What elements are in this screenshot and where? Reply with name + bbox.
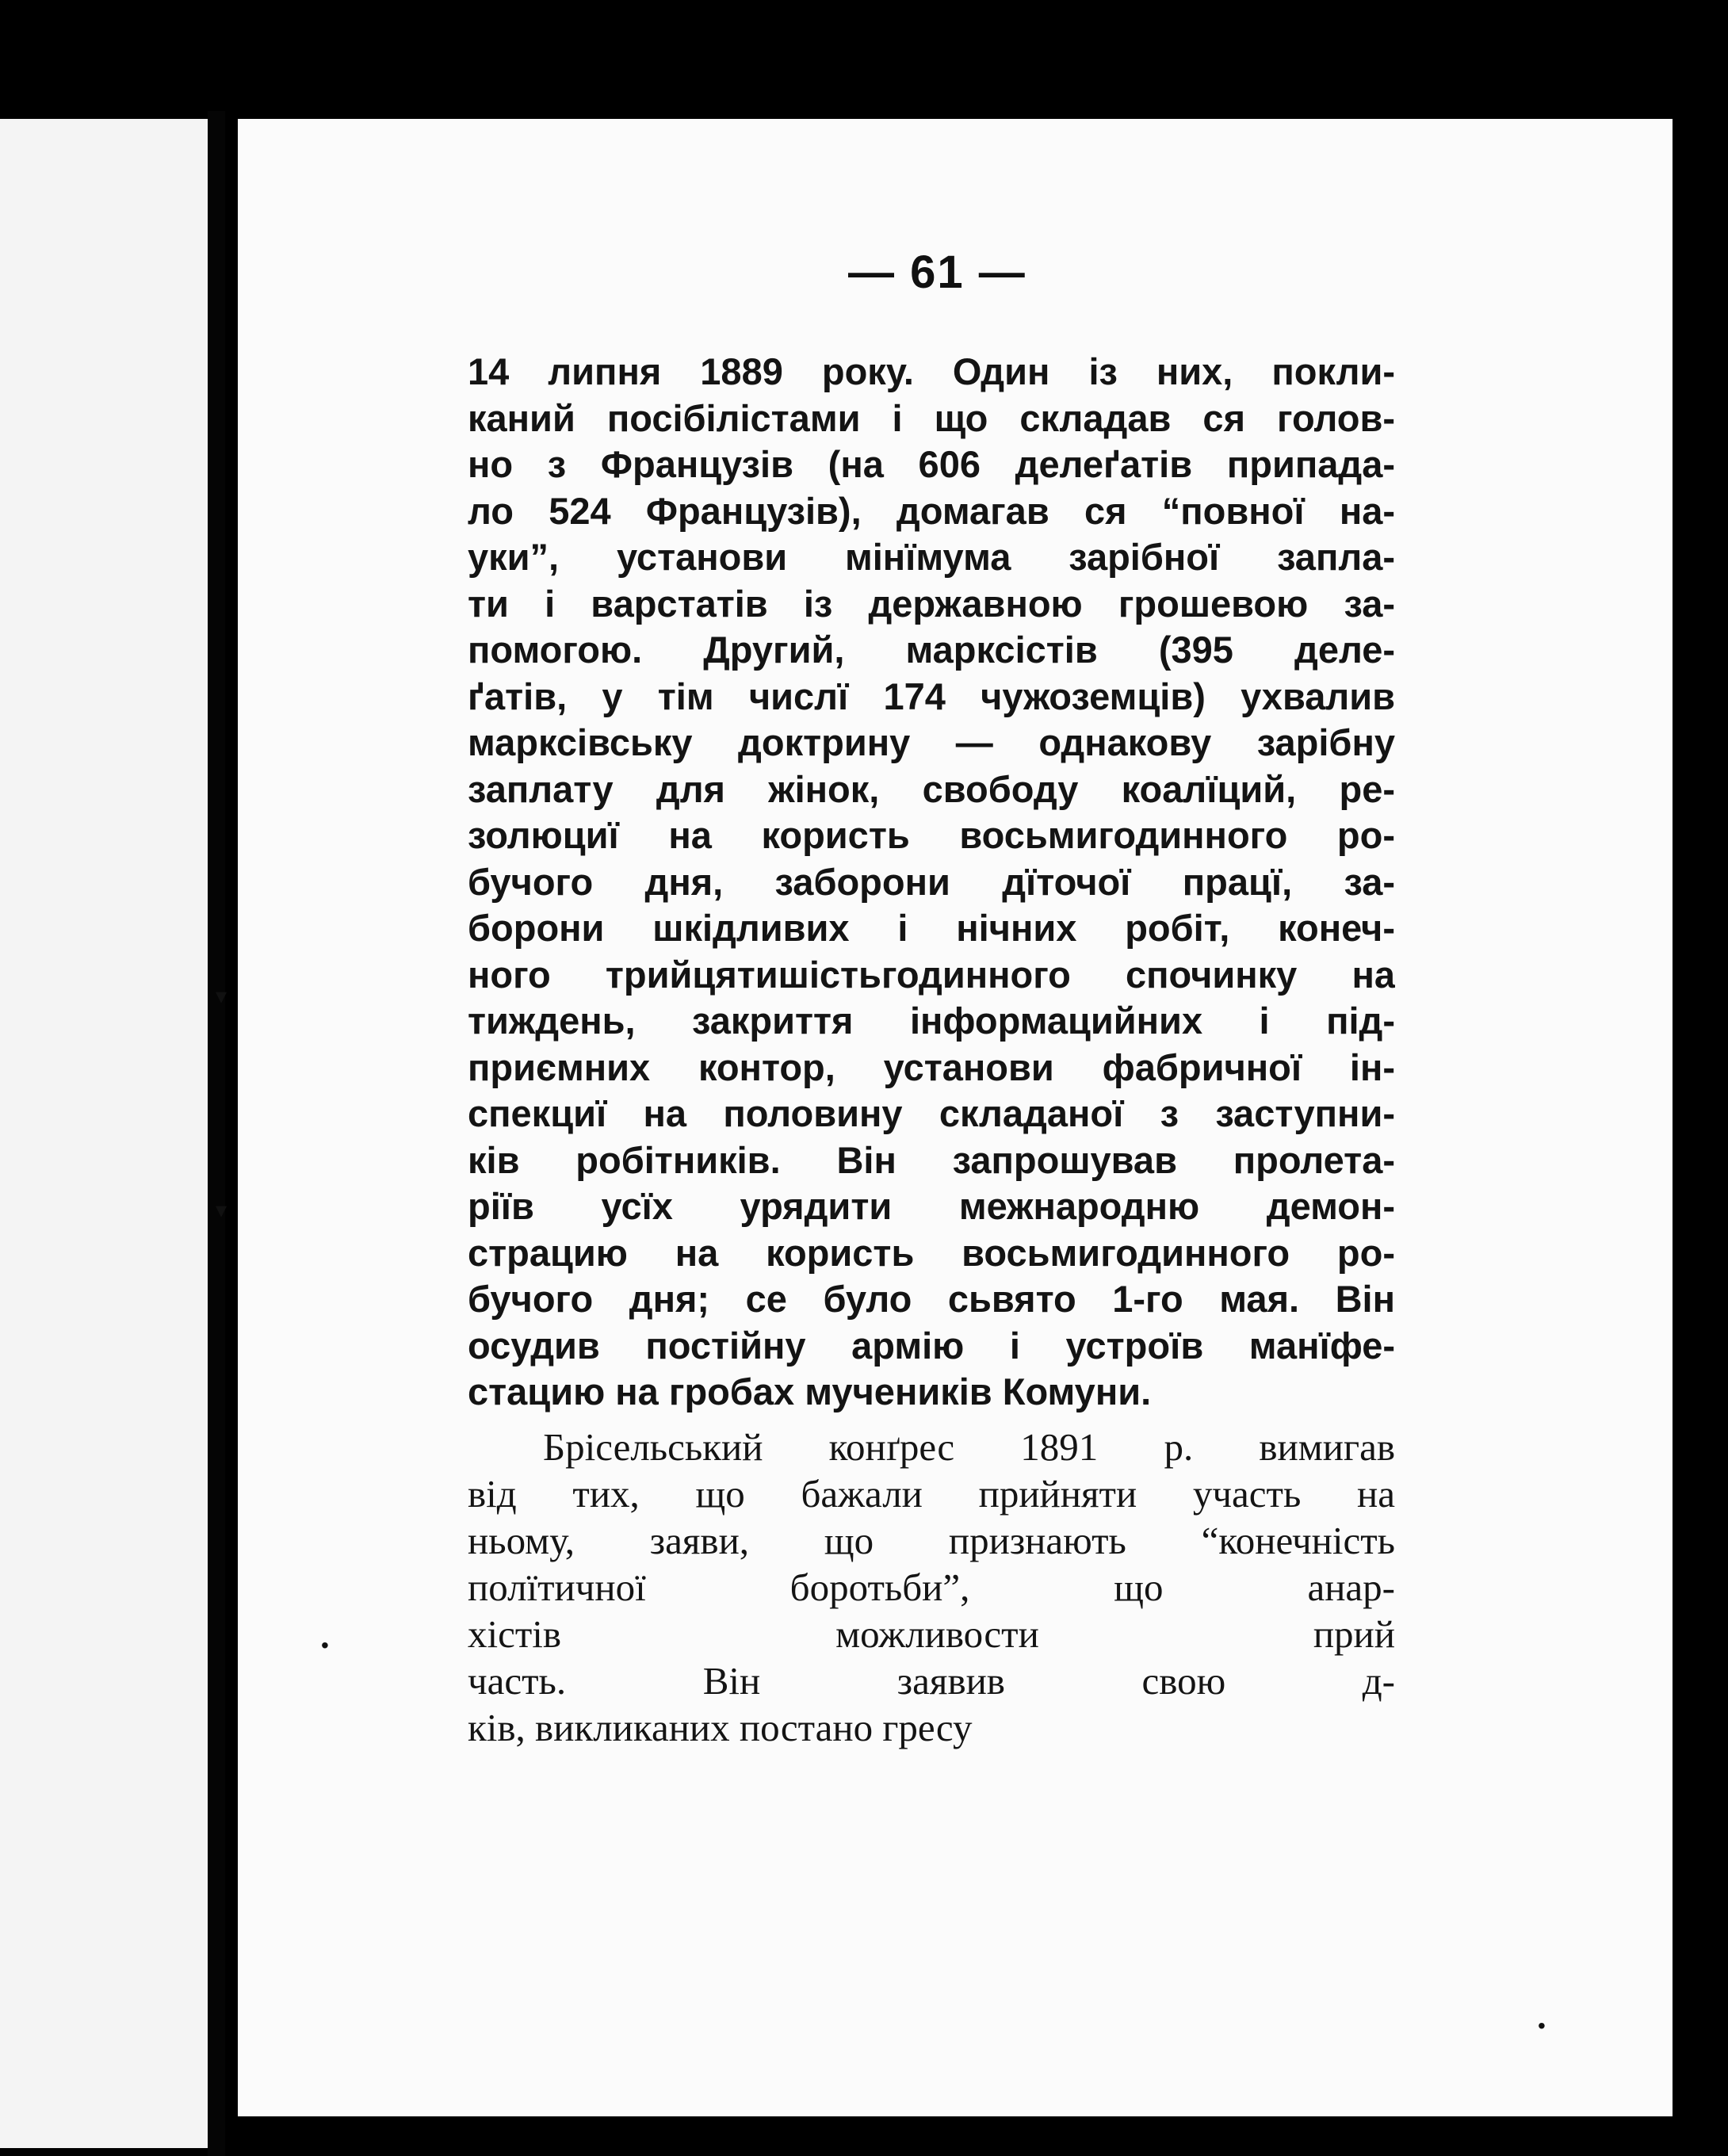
text-line: ньому, заяви, що признають “конечність — [468, 1518, 1395, 1562]
paragraph-2 — [468, 1424, 1395, 1751]
text-line: заплату для жінок, свободу коалїций, ре- — [468, 767, 1395, 810]
binding-mark: • — [321, 1633, 329, 1657]
text-line: помогою. Другий, марксістів (395 деле- — [468, 629, 1395, 671]
text-line: осудив постійну армію і устроїв манїфе- — [468, 1324, 1395, 1367]
text-line: полїтичної боротьби”, що анар- — [468, 1565, 1395, 1609]
text-line: марксівську доктрину — однакову зарібну — [468, 721, 1395, 763]
text-line: ків, викликаних постано гресу — [468, 1705, 973, 1749]
text-line: но з Французів (на 606 делеґатів припада- — [468, 443, 1395, 485]
text-line: 14 липня 1889 року. Один із них, покли- — [468, 350, 1395, 392]
text-line: ло 524 Французів), домагав ся “повної на- — [468, 489, 1395, 532]
text-line: борони шкідливих і нічних робіт, конеч- — [468, 907, 1395, 949]
text-line: хістів можливости прий — [468, 1611, 1395, 1656]
page-number: — 61 — — [848, 247, 1026, 298]
text-line: ґатів, у тім числї 174 чужоземців) ухвалив — [468, 675, 1395, 717]
text-line: стацию на гробах мучеників Комуни. — [468, 1370, 1152, 1412]
book-binding-gutter — [208, 111, 225, 2156]
text-line: ти і варстатів із державною грошевою за- — [468, 582, 1395, 625]
text-line: бучого дня, заборони дїточої працї, за- — [468, 860, 1395, 903]
text-line: бучого дня; се було сьвято 1-го мая. Він — [468, 1278, 1395, 1320]
text-line: ного трийцятишістьгодинного спочинку на — [468, 953, 1395, 996]
text-line: Брісельський конґрес 1891 р. вимигав — [543, 1424, 1395, 1469]
text-line: часть. Він заявив свою д- — [468, 1658, 1395, 1703]
binding-mark: ▾ — [216, 1198, 227, 1222]
text-line: страцию на користь восьмигодинного ро- — [468, 1231, 1395, 1274]
page-body-text — [468, 349, 1395, 1751]
text-line: від тих, що бажали прийняти участь на — [468, 1471, 1395, 1516]
facing-page-edge — [0, 119, 208, 2148]
page-right-shadow — [1673, 119, 1728, 2142]
text-line: золюциї на користь восьмигодинного ро- — [468, 814, 1395, 856]
text-line: спекциї на половину складаної з заступни- — [468, 1092, 1395, 1134]
text-line: приємних контор, установи фабричної ін- — [468, 1046, 1395, 1088]
text-line: ріїв усїх урядити межнародню демон- — [468, 1185, 1395, 1227]
text-line: тиждень, закриття інформацийних і під- — [468, 1000, 1395, 1042]
text-line: уки”, установи мінїмума зарібної запла- — [468, 536, 1395, 578]
binding-mark: • — [1538, 2013, 1546, 2038]
text-line: каний посібілістами і що складав ся голов- — [468, 396, 1395, 439]
text-line: ків робітників. Він запрошував пролета- — [468, 1138, 1395, 1181]
binding-mark: ▾ — [216, 984, 227, 1008]
paragraph-1 — [468, 349, 1395, 1416]
